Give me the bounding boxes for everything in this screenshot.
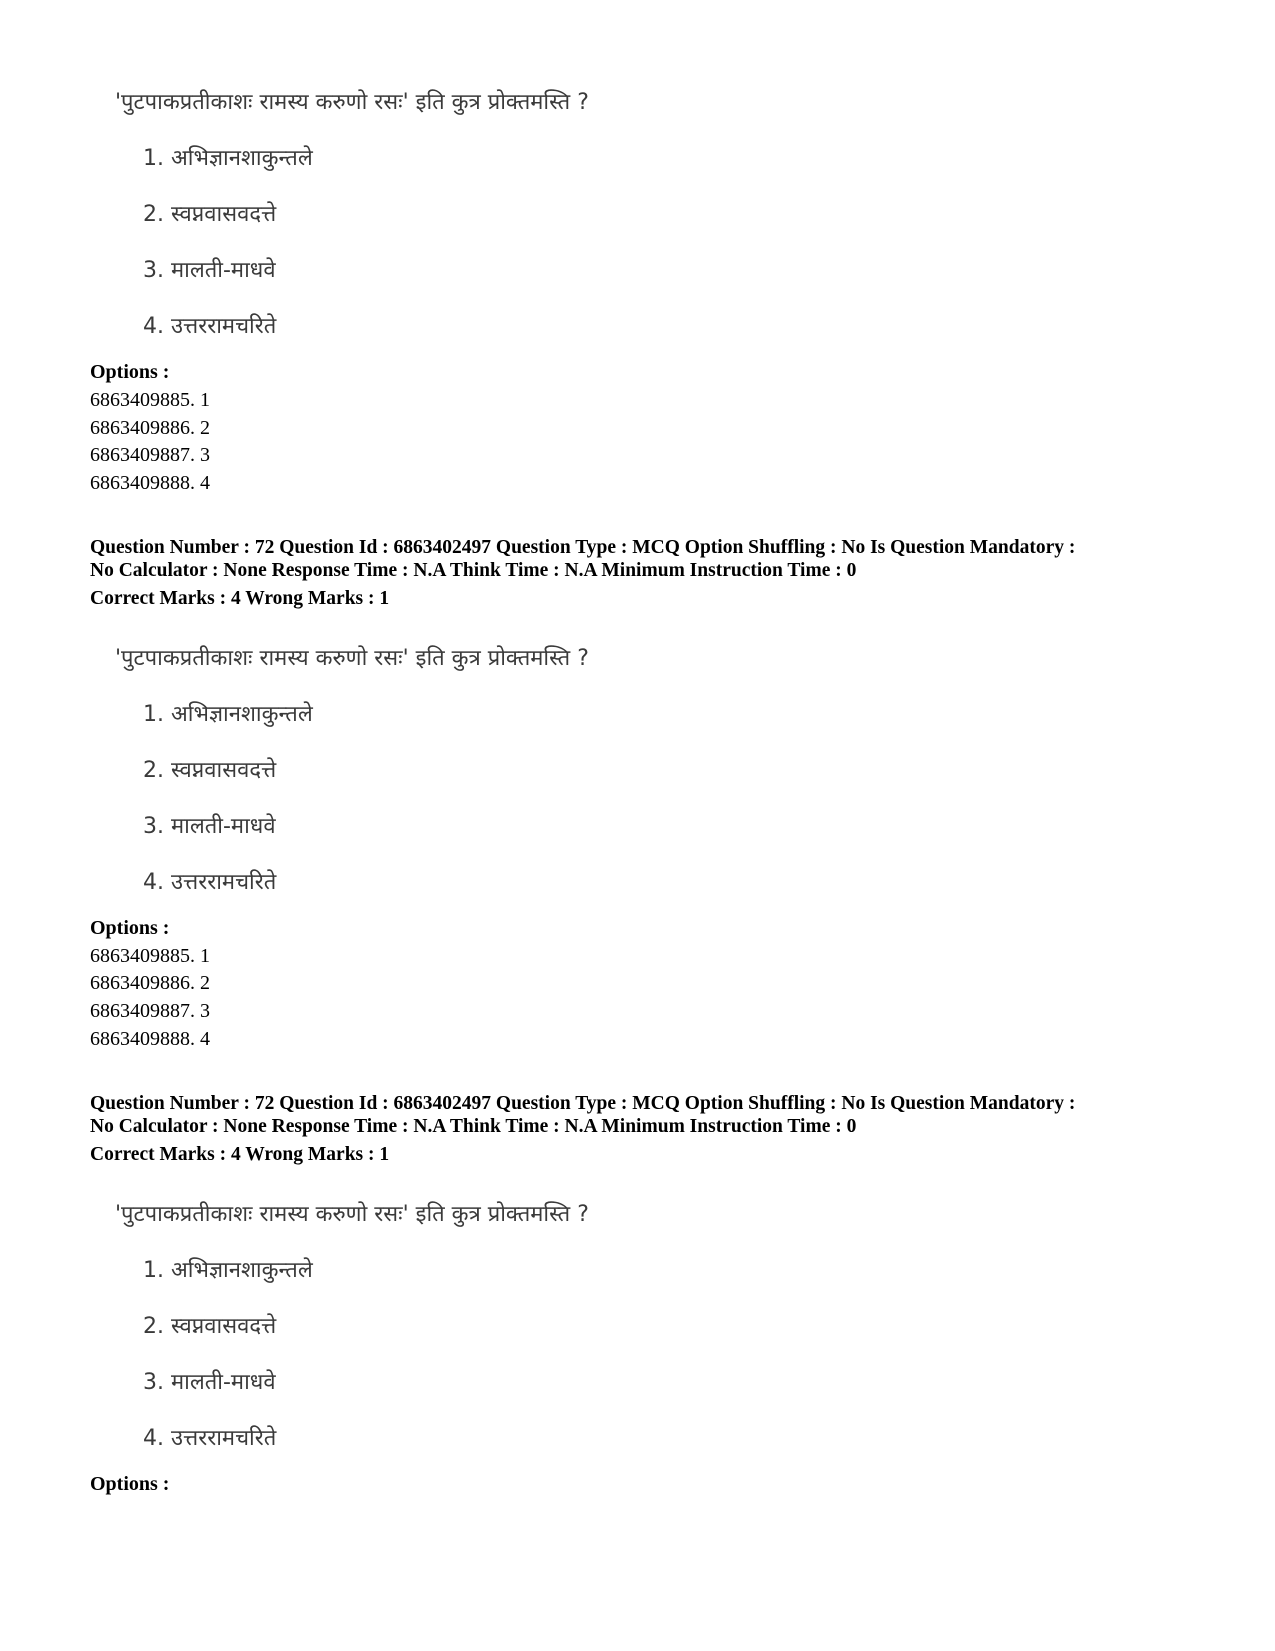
question-text: 'पुटपाकप्रतीकाशः रामस्य करुणो रसः' इति कुत्र प्रोक्तमस्ति ? xyxy=(115,90,589,115)
choice-3: 3. मालती-माधवे xyxy=(143,1370,276,1395)
option-id-2: 6863409886. 2 xyxy=(90,972,210,994)
question-text: 'पुटपाकप्रतीकाशः रामस्य करुणो रसः' इति कुत्र प्रोक्तमस्ति ? xyxy=(115,1202,589,1227)
choice-4: 4. उत्तररामचरिते xyxy=(143,870,277,895)
choice-1: 1. अभिज्ञानशाकुन्तले xyxy=(143,702,313,727)
options-label: Options : xyxy=(90,917,170,939)
choice-1: 1. अभिज्ञानशाकुन्तले xyxy=(143,146,313,171)
question-meta-line1: Question Number : 72 Question Id : 6863402497 Question Type : MCQ Option Shuffling : No Is Question Mandatory : xyxy=(90,537,1076,558)
options-label: Options : xyxy=(90,361,170,383)
question-marks: Correct Marks : 4 Wrong Marks : 1 xyxy=(90,588,390,609)
choice-4: 4. उत्तररामचरिते xyxy=(143,1426,277,1451)
choice-2: 2. स्वप्नवासवदत्ते xyxy=(143,758,277,783)
option-id-4: 6863409888. 4 xyxy=(90,472,210,494)
option-id-3: 6863409887. 3 xyxy=(90,1000,210,1022)
options-label: Options : xyxy=(90,1473,170,1495)
option-id-1: 6863409885. 1 xyxy=(90,945,210,967)
question-meta-line2: No Calculator : None Response Time : N.A Think Time : N.A Minimum Instruction Time : 0 xyxy=(90,560,857,581)
question-marks: Correct Marks : 4 Wrong Marks : 1 xyxy=(90,1144,390,1165)
option-id-4: 6863409888. 4 xyxy=(90,1028,210,1050)
choice-3: 3. मालती-माधवे xyxy=(143,258,276,283)
choice-3: 3. मालती-माधवे xyxy=(143,814,276,839)
choice-2: 2. स्वप्नवासवदत्ते xyxy=(143,1314,277,1339)
question-meta-line2: No Calculator : None Response Time : N.A Think Time : N.A Minimum Instruction Time : 0 xyxy=(90,1116,857,1137)
choice-2: 2. स्वप्नवासवदत्ते xyxy=(143,202,277,227)
question-text: 'पुटपाकप्रतीकाशः रामस्य करुणो रसः' इति कुत्र प्रोक्तमस्ति ? xyxy=(115,646,589,671)
option-id-2: 6863409886. 2 xyxy=(90,417,210,439)
choice-4: 4. उत्तररामचरिते xyxy=(143,314,277,339)
option-id-3: 6863409887. 3 xyxy=(90,444,210,466)
option-id-1: 6863409885. 1 xyxy=(90,389,210,411)
question-meta-line1: Question Number : 72 Question Id : 6863402497 Question Type : MCQ Option Shuffling : No Is Question Mandatory : xyxy=(90,1093,1076,1114)
choice-1: 1. अभिज्ञानशाकुन्तले xyxy=(143,1258,313,1283)
